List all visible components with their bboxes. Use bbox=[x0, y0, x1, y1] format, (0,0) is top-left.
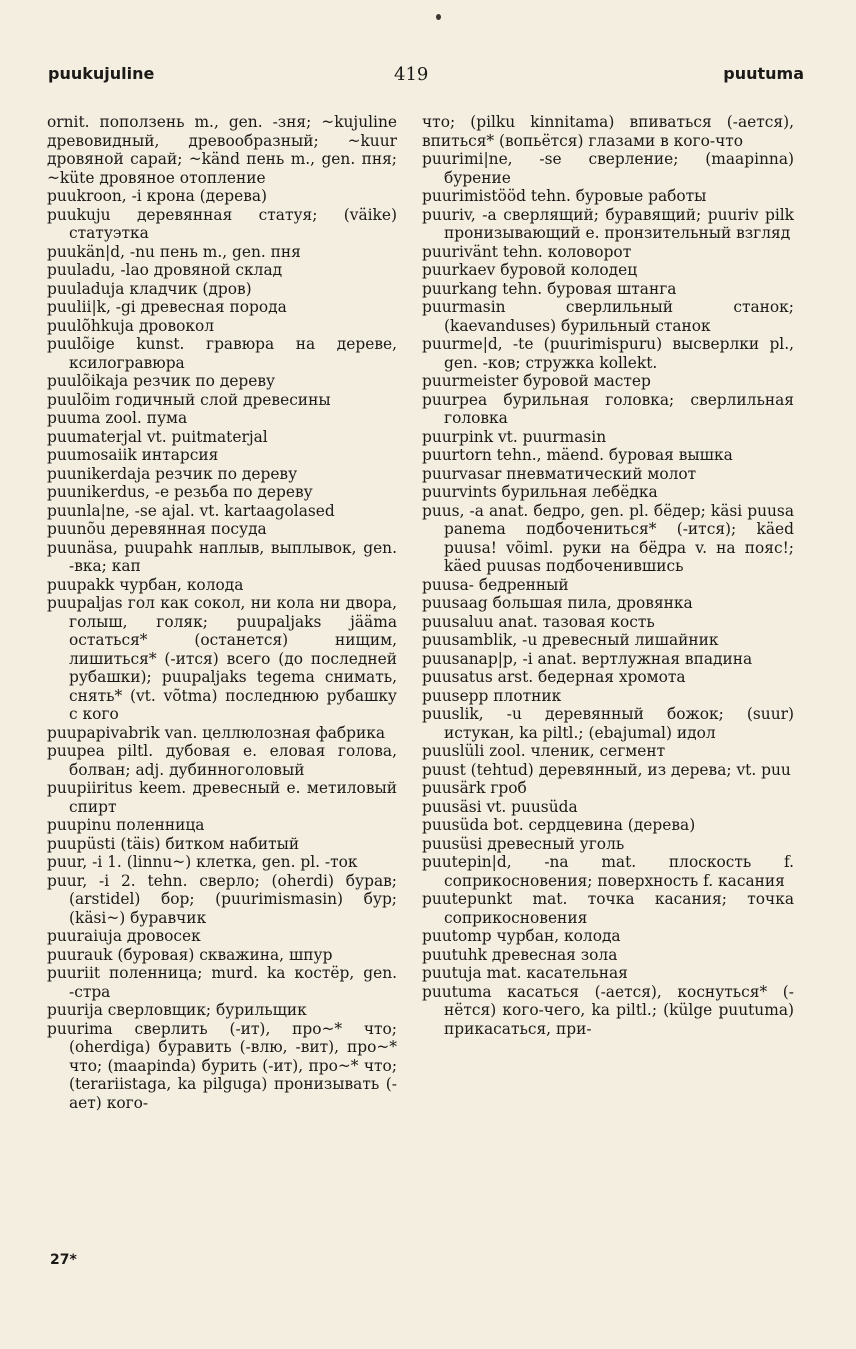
dictionary-entry: puusepp плотник bbox=[422, 686, 562, 705]
dictionary-entry: puunla|ne, -se ajal. vt. kartaagolased bbox=[47, 501, 335, 520]
dictionary-entry: puusatus arst. бедерная хромота bbox=[422, 668, 686, 686]
dictionary-entry: puutuma касаться (-ается), коснуться* (-нётся) кого-чего, ka piltl.; (külge puutuma) прикасаться, при- bbox=[422, 982, 794, 1038]
dictionary-entry: ornit. поползень m., gen. -зня; ~kujuline древовидный, древообразный; ~kuur дровяной сарай; ~känd пень m., gen. пня; ~küte дровяное отопление bbox=[47, 113, 397, 187]
dictionary-entry: puuma zool. пума bbox=[47, 409, 188, 427]
dictionary-entry: puumosaiik интарсия bbox=[47, 446, 219, 464]
dictionary-entry: puuslüli zool. членик, сегмент bbox=[422, 742, 666, 760]
dictionary-entry: puurkang tehn. буровая штанга bbox=[422, 279, 677, 298]
dictionary-entry: puurmeister буровой мастер bbox=[422, 372, 651, 390]
dictionary-entry: puuriit поленница; murd. ka костёр, gen. -стра bbox=[47, 964, 397, 1001]
dictionary-entry: puunõu деревянная посуда bbox=[47, 520, 267, 538]
dictionary-entry: puupinu поленница bbox=[47, 816, 205, 834]
dictionary-entry: puusärk гроб bbox=[422, 779, 527, 797]
dictionary-entry: puurme|d, -te (puurimispuru) высверлки pl., gen. -ков; стружка kollekt. bbox=[422, 335, 794, 372]
dictionary-entry: puulõige kunst. гравюра на дереве, ксилогравюра bbox=[47, 335, 397, 372]
dictionary-entry: puuladu, -lao дровяной склад bbox=[47, 261, 283, 279]
dictionary-entry: puusaluu anat. тазовая кость bbox=[422, 612, 655, 631]
right-column bbox=[422, 113, 794, 1038]
dictionary-entry: puus, -a anat. бедро, gen. pl. бёдер; käsi puusa panema подбоченитьcя* (-ится); käed puusa! võiml. руки на бёдра v. на пояс!; käed puusas подбоченившись bbox=[422, 501, 794, 575]
dictionary-entry: puutepin|d, -na mat. плоскость f. соприкосновения; поверхность f. касания bbox=[422, 853, 794, 890]
dictionary-entry: puukän|d, -nu пень m., gen. пня bbox=[47, 242, 301, 261]
dictionary-entry: puukroon, -i крона (дерева) bbox=[47, 187, 268, 205]
dictionary-entry: puurimi|ne, -se сверление; (maapinna) бурение bbox=[422, 150, 794, 187]
page-number: 419 bbox=[394, 64, 429, 85]
dictionary-entry: puuladuja кладчик (дров) bbox=[47, 279, 252, 298]
footer-signature: 27* bbox=[50, 1252, 77, 1268]
dictionary-entry: puutepunkt mat. точка касания; точка соприкосновения bbox=[422, 890, 794, 927]
dictionary-entry: puulõhkuja дровокол bbox=[47, 316, 215, 335]
dictionary-entry: puurpink vt. puurmasin bbox=[422, 427, 607, 446]
dictionary-entry: puurima сверлить (-ит), про~* что; (oherdiga) буравить (-влю, -вит), про~* что; (maapinda) бурить (-ит), про~* что; (terariistaga, ka pilguga) пронизывать (-ает) кого- bbox=[47, 1019, 397, 1112]
dictionary-entry: puuslik, -u деревянный божок; (suur) истукан, ka piltl.; (ebajumal) идол bbox=[422, 705, 794, 742]
dictionary-entry: puulõikaja резчик по дереву bbox=[47, 372, 276, 390]
print-dot bbox=[436, 14, 441, 20]
dictionary-entry: puur, -i 1. (linnu~) клетка, gen. pl. -ток bbox=[47, 853, 358, 871]
left-column bbox=[47, 113, 397, 1112]
dictionary-entry: puutuja mat. касательная bbox=[422, 964, 628, 982]
dictionary-entry: puutomp чурбан, колода bbox=[422, 927, 621, 945]
dictionary-entry: puusanap|p, -i anat. вертлужная впадина bbox=[422, 649, 753, 668]
dictionary-entry: puusüsi древесный уголь bbox=[422, 834, 625, 853]
dictionary-entry: puurmasin сверлильный станок; (kaevanduses) бурильный станок bbox=[422, 298, 794, 335]
dictionary-entry: puur, -i 2. tehn. сверло; (oherdi) бурав; (arstidel) бор; (puurimismasin) бур; (käsi~) буравчик bbox=[47, 871, 397, 927]
dictionary-entry: puust (tehtud) деревянный, из дерева; vt. puu bbox=[422, 760, 791, 779]
dictionary-entry: puunikerdaja резчик по дереву bbox=[47, 464, 298, 483]
dictionary-entry: puurtorn tehn., mäend. буровая вышка bbox=[422, 446, 733, 464]
dictionary-entry: puupea piltl. дубовая e. еловая голова, болван; adj. дубинноголовый bbox=[47, 742, 397, 779]
dictionary-entry: puusa- бедренный bbox=[422, 575, 569, 594]
dictionary-entry: puurvints бурильная лебёдка bbox=[422, 483, 658, 501]
dictionary-entry: puurvasar пневматический молот bbox=[422, 464, 697, 483]
dictionary-entry: puurkaev буровой колодец bbox=[422, 261, 638, 279]
dictionary-entry: puupapivabrik van. целлюлозная фабрика bbox=[47, 723, 386, 742]
dictionary-entry: puupaljas гол как сокол, ни кола ни двора, голыш, голяк; puupaljaks jääma остаться* (останется) нищим, лишиться* (-ится) всего (до последней рубашки); puupaljaks tegema снимать, снять* (vt. võtma) последнюю рубашку с кого bbox=[47, 594, 397, 723]
dictionary-entry: puutuhk древесная зола bbox=[422, 945, 618, 964]
dictionary-entry: puusüda bot. сердцевина (дерева) bbox=[422, 816, 696, 834]
dictionary-entry: puulii|k, -gi древесная порода bbox=[47, 298, 287, 316]
dictionary-entry: puulõim годичный слой древесины bbox=[47, 390, 331, 409]
dictionary-entry: puurauk (буровая) скважина, шпур bbox=[47, 945, 333, 964]
dictionary-entry: puurivänt tehn. коловорот bbox=[422, 242, 632, 261]
dictionary-entry: что; (pilku kinnitama) впиваться (-ается), впиться* (вопьётся) глазами в кого-что bbox=[422, 113, 794, 150]
dictionary-entry: puuriv, -a сверлящий; буравящий; puuriv pilk пронизывающий e. пронзительный взгляд bbox=[422, 205, 794, 242]
dictionary-entry: puurpea бурильная головка; сверлильная головка bbox=[422, 390, 794, 427]
dictionary-entry: puunäsa, puupahk наплыв, выплывок, gen. -вка; кап bbox=[47, 538, 397, 575]
dictionary-entry: puupakk чурбан, колода bbox=[47, 575, 244, 594]
header-right-guide-word: puutuma bbox=[723, 64, 804, 83]
header-left-guide-word: puukujuline bbox=[48, 64, 155, 83]
dictionary-entry: puuraiuja дровосек bbox=[47, 927, 201, 945]
dictionary-entry: puusäsi vt. puusüda bbox=[422, 797, 578, 816]
dictionary-entry: puurija сверловщик; бурильщик bbox=[47, 1001, 307, 1019]
dictionary-entry: puupiiritus keem. древесный e. метиловый спирт bbox=[47, 779, 397, 816]
dictionary-entry: puukuju деревянная статуя; (väike) статуэтка bbox=[47, 205, 397, 242]
dictionary-entry: puunikerdus, -e резьба по дереву bbox=[47, 483, 313, 501]
dictionary-entry: puupüsti (täis) битком набитый bbox=[47, 834, 300, 853]
dictionary-entry: puusaag большая пила, дровянка bbox=[422, 594, 693, 612]
dictionary-entry: puusamblik, -u древесный лишайник bbox=[422, 631, 719, 649]
dictionary-entry: puumaterjal vt. puitmaterjal bbox=[47, 427, 268, 446]
dictionary-entry: puurimistööd tehn. буровые работы bbox=[422, 187, 707, 205]
